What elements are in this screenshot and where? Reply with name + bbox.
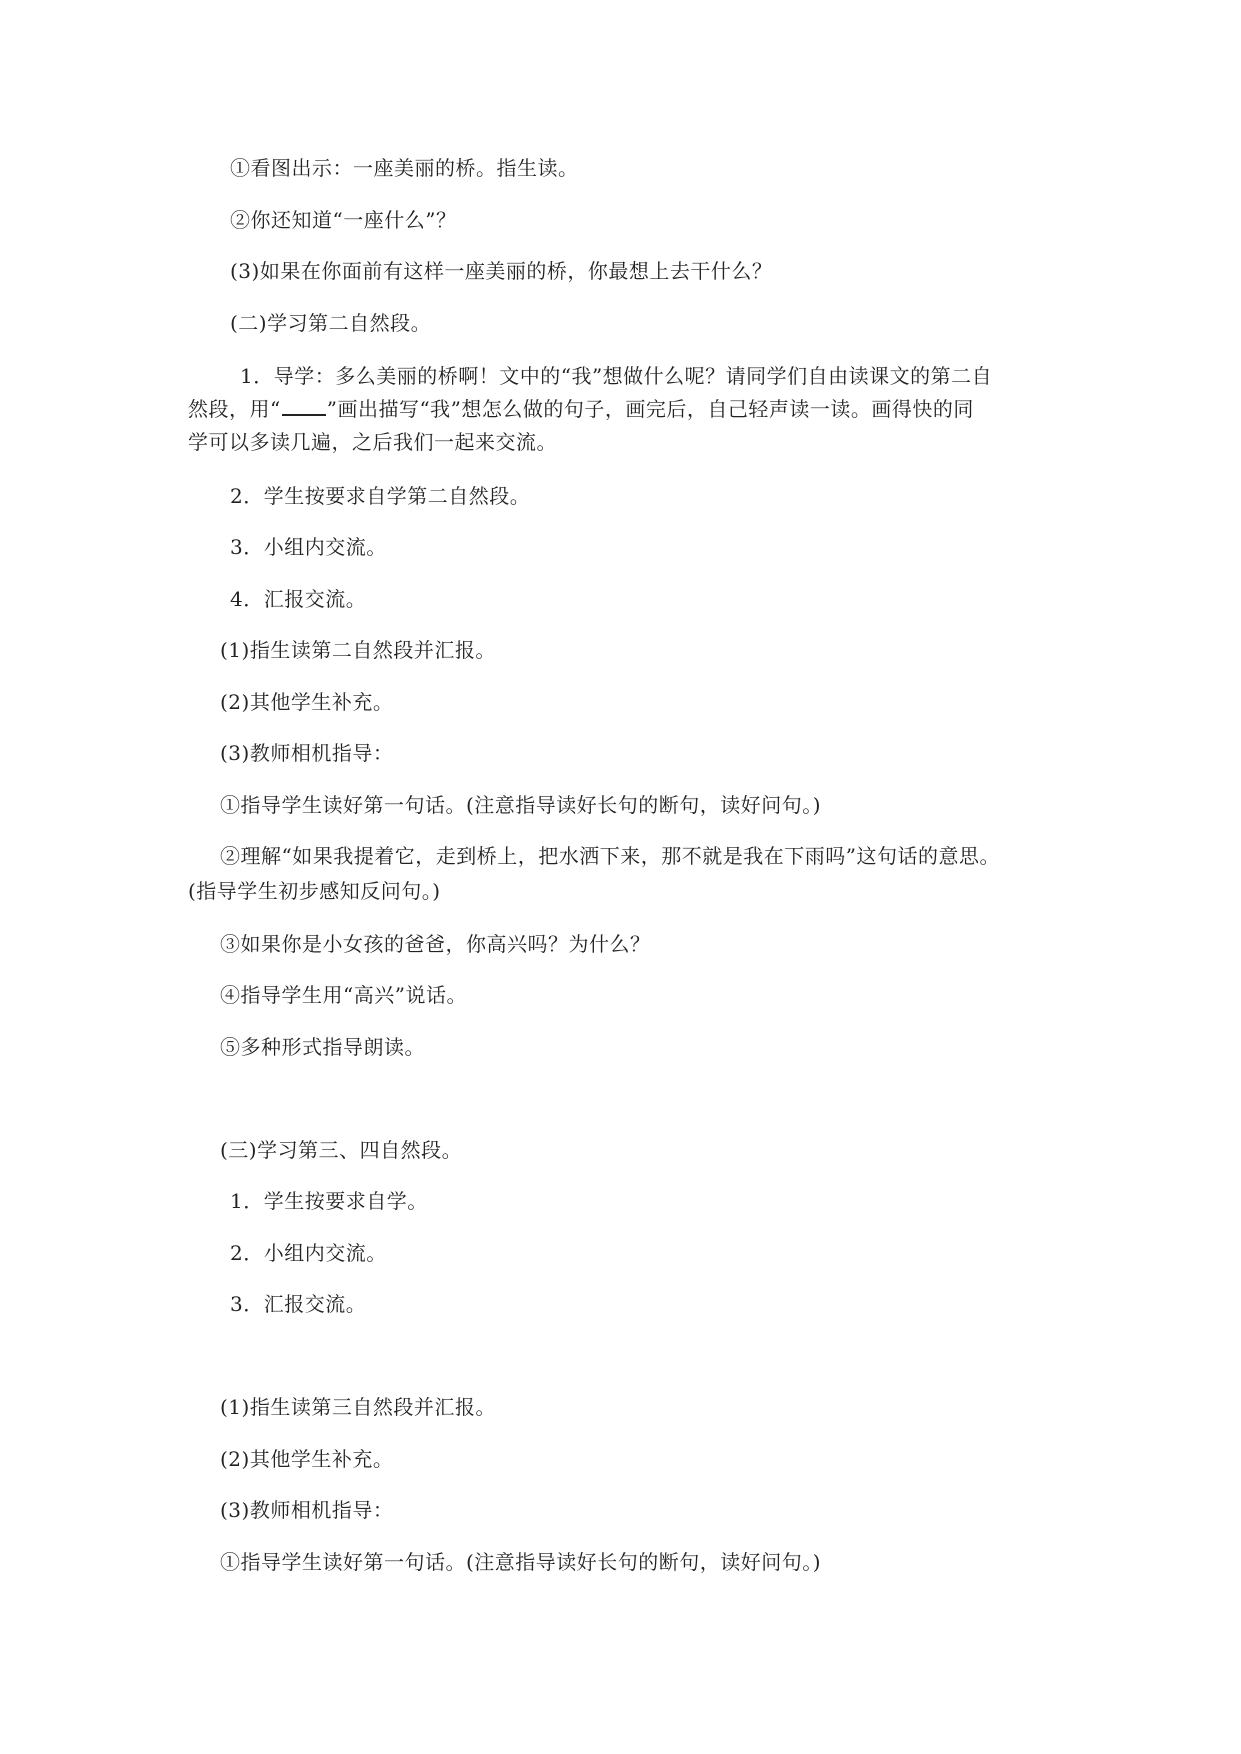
- text-line: ⑤多种形式指导朗读。: [220, 1035, 425, 1059]
- text-line: ①看图出示：一座美丽的桥。指生读。: [230, 156, 579, 180]
- text-line: ②你还知道“一座什么”？: [230, 208, 457, 232]
- text-line: ①指导学生读好第一句话。(注意指导读好长句的断句，读好问句。): [220, 793, 822, 817]
- underline-blank: [282, 396, 326, 416]
- text-line-with-blank: [188, 395, 974, 423]
- text-segment: 然段，用“: [188, 397, 281, 421]
- text-segment: ”画出描写“我”想怎么做的句子，画完后，自己轻声读一读。画得快的同: [326, 397, 974, 421]
- text-line: (3)如果在你面前有这样一座美丽的桥，你最想上去干什么？: [230, 259, 773, 283]
- text-line: (2)其他学生补充。: [220, 690, 394, 714]
- section-heading: (二)学习第二自然段。: [230, 311, 432, 335]
- text-line: ②理解“如果我提着它，走到桥上，把水洒下来，那不就是我在下雨吗”这句话的意思。: [220, 844, 1000, 868]
- text-line: (2)其他学生补充。: [220, 1447, 394, 1471]
- text-line: 3．小组内交流。: [230, 535, 387, 559]
- text-line: 1．导学：多么美丽的桥啊！文中的“我”想做什么呢？请同学们自由读课文的第二自: [240, 364, 993, 388]
- text-line: 3．汇报交流。: [230, 1292, 367, 1316]
- text-line: (指导学生初步感知反问句。): [188, 879, 441, 903]
- text-line: 1．学生按要求自学。: [230, 1189, 428, 1213]
- text-line: (3)教师相机指导：: [220, 1498, 394, 1522]
- text-line: ④指导学生用“高兴”说话。: [220, 983, 467, 1007]
- section-heading: (三)学习第三、四自然段。: [220, 1138, 463, 1162]
- text-line: 学可以多读几遍，之后我们一起来交流。: [188, 430, 557, 454]
- text-line: 2．小组内交流。: [230, 1241, 387, 1265]
- text-line: ③如果你是小女孩的爸爸，你高兴吗？为什么？: [220, 932, 651, 956]
- text-line: (3)教师相机指导：: [220, 741, 394, 765]
- text-line: (1)指生读第三自然段并汇报。: [220, 1395, 496, 1419]
- text-line: (1)指生读第二自然段并汇报。: [220, 638, 496, 662]
- text-line: 4．汇报交流。: [230, 587, 367, 611]
- text-line: ①指导学生读好第一句话。(注意指导读好长句的断句，读好问句。): [220, 1550, 822, 1574]
- text-line: 2．学生按要求自学第二自然段。: [230, 484, 531, 508]
